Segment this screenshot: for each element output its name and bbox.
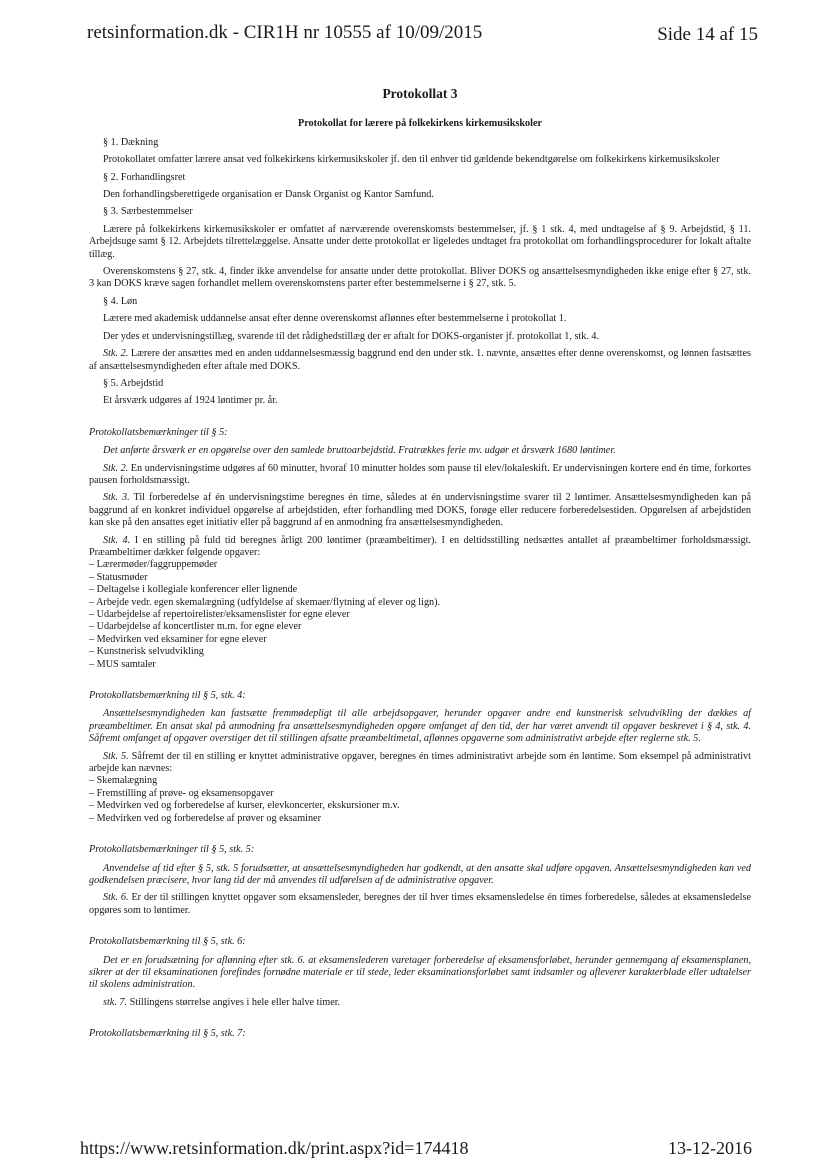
paragraph-text: Såfremt der til en stilling er knyttet administrative opgaver, beregnes én times administrativt arbejde som én løntime. Som eksempel på administrativt arbejde kan nævnes: xyxy=(89,750,751,775)
section-heading-1: § 1. Dækning xyxy=(103,136,159,148)
paragraph-text: En undervisningstime udgøres af 60 minutter, hvoraf 10 minutter holdes som pause til elev/lokaleskift. Er undervisningen kortere end én time, forkortes pausen forholdsmæssigt. xyxy=(89,462,751,486)
document-title: Protokollat 3 xyxy=(382,86,458,101)
paragraph xyxy=(89,463,751,488)
list-item: – Fremstilling af prøve- og eksamensopgaver xyxy=(89,787,274,799)
stk-label: Stk. 2. xyxy=(103,348,129,360)
page-number: Side 14 af 15 xyxy=(657,24,758,45)
section-heading-5: § 5. Arbejdstid xyxy=(103,377,164,389)
note-heading: Protokollatsbemærkninger til § 5, stk. 5: xyxy=(89,844,255,856)
paragraph xyxy=(89,751,751,776)
stk-label: Stk. 5. xyxy=(103,750,129,762)
list-item: – Arbejde vedr. egen skemalægning (udfyldelse af skemaer/flytning af elever og lign). xyxy=(89,596,441,608)
list-item: – Deltagelse i kollegiale konferencer eller lignende xyxy=(89,584,298,596)
stk-label: Stk. 2. xyxy=(103,462,129,474)
section-heading-3: § 3. Særbestemmelser xyxy=(103,206,193,218)
print-date: 13-12-2016 xyxy=(668,1138,752,1158)
stk-label: stk. 7. xyxy=(103,996,128,1008)
admin-task-list xyxy=(89,775,751,825)
list-item: – Udarbejdelse af repertoirelister/eksamenslister for egne elever xyxy=(89,609,350,620)
paragraph xyxy=(89,892,751,917)
note-heading: Protokollatsbemærkninger til § 5: xyxy=(89,426,228,438)
note-paragraph: Det anførte årsværk er en opgørelse over den samlede bruttoarbejdstid. Fratrækkes ferie mv. udgør et årsværk 1680 løntimer. xyxy=(103,445,616,457)
paragraph xyxy=(89,997,751,1009)
page-url: https://www.retsinformation.dk/print.aspx?id=174418 xyxy=(80,1138,469,1158)
paragraph-text: Stillingens størrelse angives i hele eller halve timer. xyxy=(127,996,341,1008)
paragraph: Der ydes et undervisningstillæg, svarende til det rådighedstillæg der er aftalt for DOKS-organister jf. protokollat 1, stk. 4. xyxy=(103,330,600,342)
document-subtitle: Protokollat for lærere på folkekirkens kirkemusikskoler xyxy=(297,118,543,130)
list-item: – Kunstnerisk selvudvikling xyxy=(89,646,204,658)
list-item: – Udarbejdelse af koncertlister m.m. for egne elever xyxy=(89,621,302,633)
paragraph-text: Lærere der ansættes med en anden uddannelsesmæssig baggrund end den under stk. 1. nævnte, ansættes efter denne overenskomst, og lønnen fastsættes af ansættelsesmyndigheden efter aftale med DOKS. xyxy=(89,348,751,372)
note-heading: Protokollatsbemærkning til § 5, stk. 4: xyxy=(89,690,246,702)
section-heading-4: § 4. Løn xyxy=(103,295,138,307)
paragraph xyxy=(89,535,751,560)
paragraph-text: Til forberedelse af én undervisningstime beregnes én time, således at én undervisningstime svarer til 2 løntimer. Ansættelsesmyndigheden kan på baggrund af en konkret individuel opgørelse af arbejdstiden, efter forhandling med DOKS, forøge eller reducere forberedelsestiden. Opgørelsen af arbejdstiden kan ske på den ansattes eget initiativ eller på baggrund af en anmodning fra ansættelsesmyndigheden. xyxy=(89,492,752,529)
paragraph: Lærere med akademisk uddannelse ansat efter denne overenskomst aflønnes efter bestemmelserne i protokollat 1. xyxy=(103,313,567,325)
note-heading: Protokollatsbemærkning til § 5, stk. 7: xyxy=(89,1028,246,1040)
list-item: – MUS samtaler xyxy=(89,658,156,670)
task-list xyxy=(89,559,751,671)
note-paragraph: Anvendelse af tid efter § 5, stk. 5 forudsætter, at ansættelsesmyndigheden har godkendt, at den ansatte skal udføre opgaven. Ansættelsesmyndigheden kan ved godkendelsen præcisere, hvor lang tid der må anvendes til udførelsen af de administrative opgaver. xyxy=(89,862,751,886)
paragraph: Lærere på folkekirkens kirkemusikskoler er omfattet af nærværende overenskomsts bestemmelser, jf. § 1 stk. 4, med undtagelse af § 9. Arbejdstid, § 11. Arbejdsuge samt § 12. Arbejdets tilrettelæggelse. Ansatte under dette protokollat er ligeledes undtaget fra protokollat om forhandlingsprocedurer for lokalt aftalte tillæg. xyxy=(89,223,751,260)
note-paragraph: Det er en forudsætning for aflønning efter stk. 6. at eksamenslederen varetager forberedelse af eksamensforløbet, herunder gennemgang af eksamensplanen, sikrer at der til eksaminationen forefindes fornødne materiale er til stede, leder eksaminationsforløbet samt indsamler og afleverer karakterblade eller udtalelser til skolens administration. xyxy=(89,954,751,991)
paragraph-text: I en stilling på fuld tid beregnes årligt 200 løntimer (præambeltimer). I en deltidsstilling nedsættes antallet af præambeltimer forholdsmæssigt. Præambeltimer dækker følgende opgaver: xyxy=(89,534,751,558)
paragraph xyxy=(89,348,751,373)
stk-label: Stk. 3. xyxy=(103,492,130,504)
section-heading-2: § 2. Forhandlingsret xyxy=(103,171,186,183)
list-item: – Lærermøder/faggruppemøder xyxy=(89,559,218,571)
paragraph xyxy=(89,492,751,529)
paragraph-text: Er der til stillingen knyttet opgaver som eksamensleder, beregnes der til hver times eksamensledelse én times forberedelse, således at eksamensledelse opgøres som to løntimer. xyxy=(89,892,751,916)
list-item: – Statusmøder xyxy=(89,571,148,583)
page-header-source: retsinformation.dk - CIR1H nr 10555 af 10/09/2015 xyxy=(87,22,483,43)
stk-label: Stk. 6. xyxy=(103,892,129,904)
note-heading: Protokollatsbemærkning til § 5, stk. 6: xyxy=(89,936,246,948)
list-item: – Medvirken ved og forberedelse af kurser, elevkoncerter, ekskursioner m.v. xyxy=(89,800,400,812)
paragraph: Et årsværk udgøres af 1924 løntimer pr. år. xyxy=(103,395,278,407)
paragraph: Den forhandlingsberettigede organisation er Dansk Organist og Kantor Samfund. xyxy=(103,189,434,201)
stk-label: Stk. 4. xyxy=(103,534,131,546)
document-body xyxy=(89,88,751,1047)
list-item: – Medvirken ved og forberedelse af prøver og eksaminer xyxy=(89,812,321,824)
list-item: – Medvirken ved eksaminer for egne elever xyxy=(89,633,267,645)
paragraph: Protokollatet omfatter lærere ansat ved folkekirkens kirkemusikskoler jf. den til enhver tid gældende bekendtgørelse om folkekirkens kirkemusikskoler xyxy=(103,154,720,166)
list-item: – Skemalægning xyxy=(89,775,158,787)
note-paragraph: Ansættelsesmyndigheden kan fastsætte fremmødepligt til alle arbejdsopgaver, herunder opgaver andre end kunstnerisk selvudvikling der dækkes af præambeltimer. En ansat skal på anmodning fra ansættelsesmyndigheden opgøre omfanget af den tid, der har været anvendt til opgaver beskrevet i § 4, stk. 4. Såfremt omfanget af opgaver overstiger det til stillingen afsatte præambeltimetal, aflønnes opgaverne som administrativt arbejde efter reglerne stk. 5. xyxy=(89,708,751,745)
paragraph: Overenskomstens § 27, stk. 4, finder ikke anvendelse for ansatte under dette protokollat. Bliver DOKS og ansættelsesmyndigheden ikke enige efter § 27, stk. 3 kan DOKS kræve sagen forhandlet mellem overenskomstens parter efter bestemmelserne i § 27, stk. 5. xyxy=(89,266,751,290)
